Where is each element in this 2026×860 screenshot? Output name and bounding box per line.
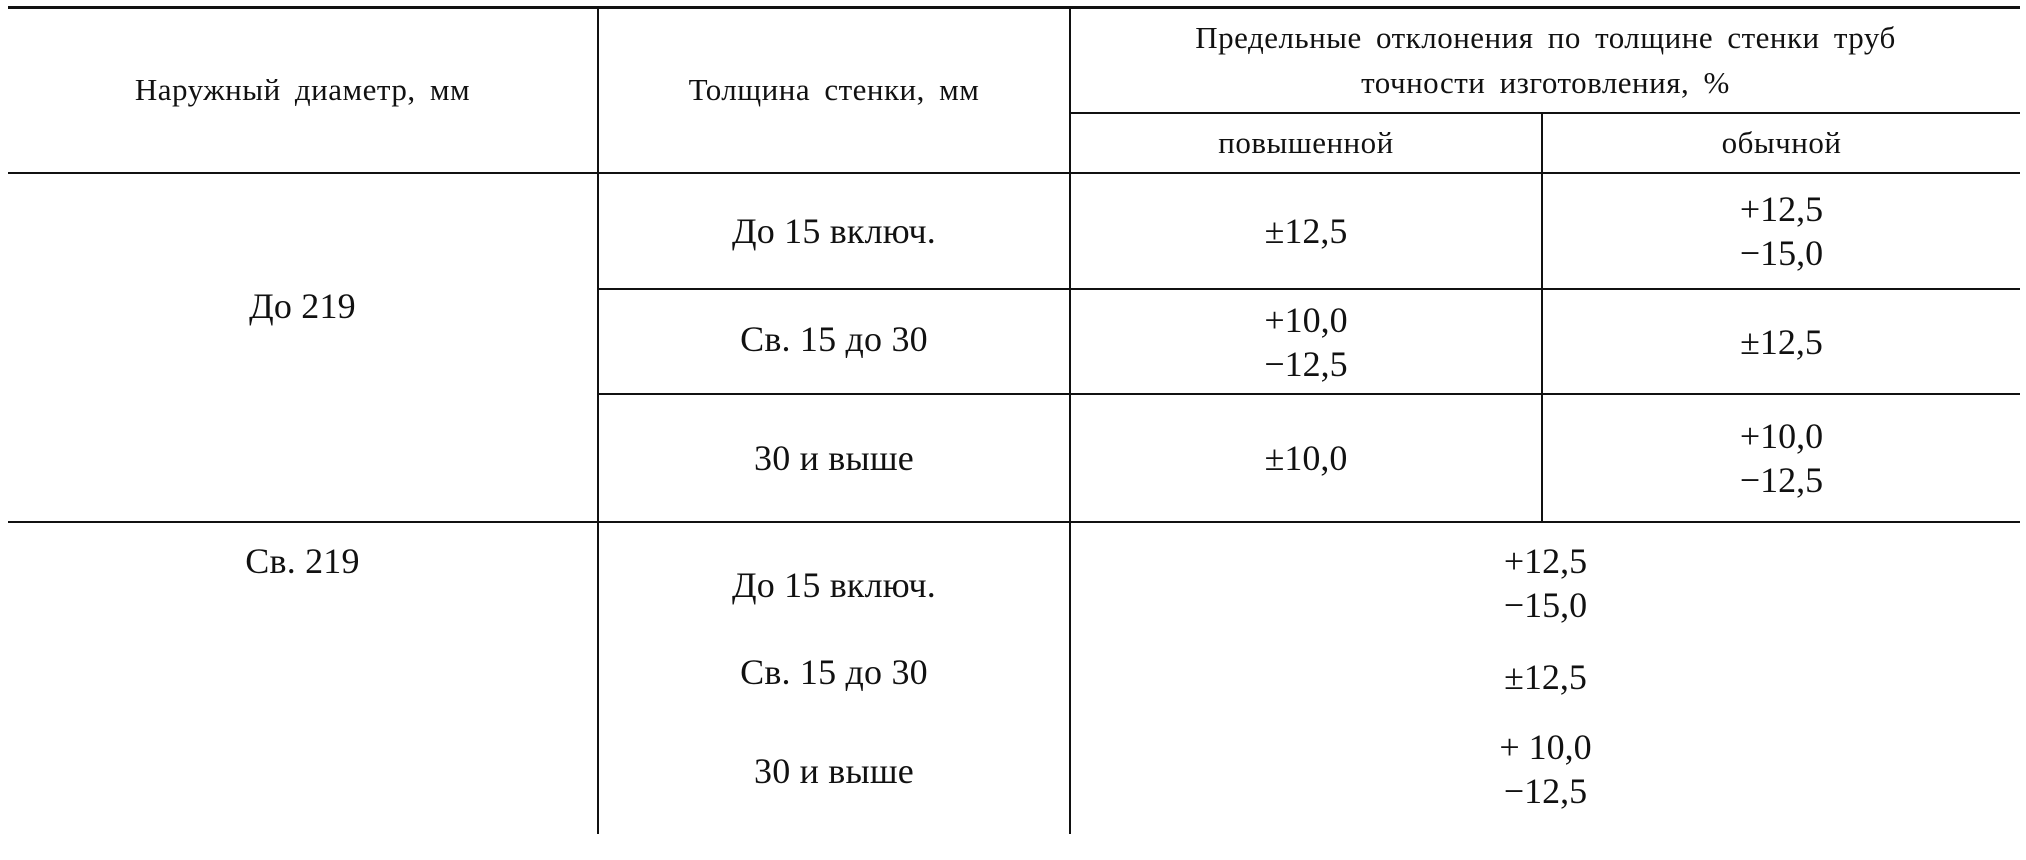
group1-row1-increased-value: ±12,5 (1264, 211, 1348, 251)
group1-row2-increased-plus: +10,0 (1264, 299, 1348, 340)
group2-row1-deviation-plus: +12,5 (1503, 541, 1588, 581)
group1-row1-ordinary (1543, 174, 2020, 288)
group2-row3-thickness: 30 и выше (754, 751, 914, 791)
group2-diameter: Св. 219 (245, 541, 360, 581)
group2-row2-deviation (1071, 652, 2020, 702)
group1-row3-ordinary-minus: −12,5 (1739, 460, 1824, 500)
group1-row3-ordinary-plus: +10,0 (1739, 416, 1824, 456)
group2-row1-deviation (1071, 536, 2020, 630)
group1-row1-increased (1071, 174, 1541, 288)
group2-row3-deviation-minus: −12,5 (1503, 771, 1588, 811)
header-wall-thickness: Толщина стенки, мм (688, 72, 980, 107)
group1-row1-ordinary-plus: +12,5 (1739, 189, 1824, 229)
group1-row1-thickness: До 15 включ. (731, 211, 937, 251)
group1-row3-increased (1071, 395, 1541, 521)
header-tolerance (1071, 8, 2020, 112)
group1-row3-increased-value: ±10,0 (1264, 438, 1348, 478)
group1-row2-ordinary (1543, 290, 2020, 393)
group2-row2-deviation-value: ±12,5 (1504, 657, 1587, 697)
group1-row3-ordinary (1543, 395, 2020, 521)
group1-diameter: До 219 (249, 286, 356, 326)
group1-row3-thickness: 30 и выше (754, 438, 914, 478)
header-increased-accuracy: повышенной (1218, 125, 1394, 160)
header-outer-diameter: Наружный диаметр, мм (134, 72, 471, 107)
header-tolerance-line-1: Предельные отклонения по толщине стенки труб (1195, 20, 1896, 55)
group2-row3-deviation-plus: + 10,0 (1499, 727, 1592, 767)
header-tolerance-line-2: точности изготовления, % (1361, 65, 1730, 100)
group2-row3-deviation (1071, 722, 2020, 816)
group2-row1-thickness: До 15 включ. (731, 565, 937, 605)
group1-row2-increased (1071, 290, 1541, 393)
group-separator-rule (8, 521, 2020, 523)
group1-row2-ordinary-value: ±12,5 (1740, 321, 1823, 362)
group1-row2-thickness: Св. 15 до 30 (740, 319, 928, 359)
group2-row1-deviation-minus: −15,0 (1503, 585, 1588, 625)
group2-row2-thickness: Св. 15 до 30 (740, 652, 928, 692)
header-ordinary-accuracy: обычной (1721, 125, 1842, 160)
group1-row1-ordinary-minus: −15,0 (1739, 233, 1824, 273)
group1-row2-increased-minus: −12,5 (1264, 343, 1348, 384)
